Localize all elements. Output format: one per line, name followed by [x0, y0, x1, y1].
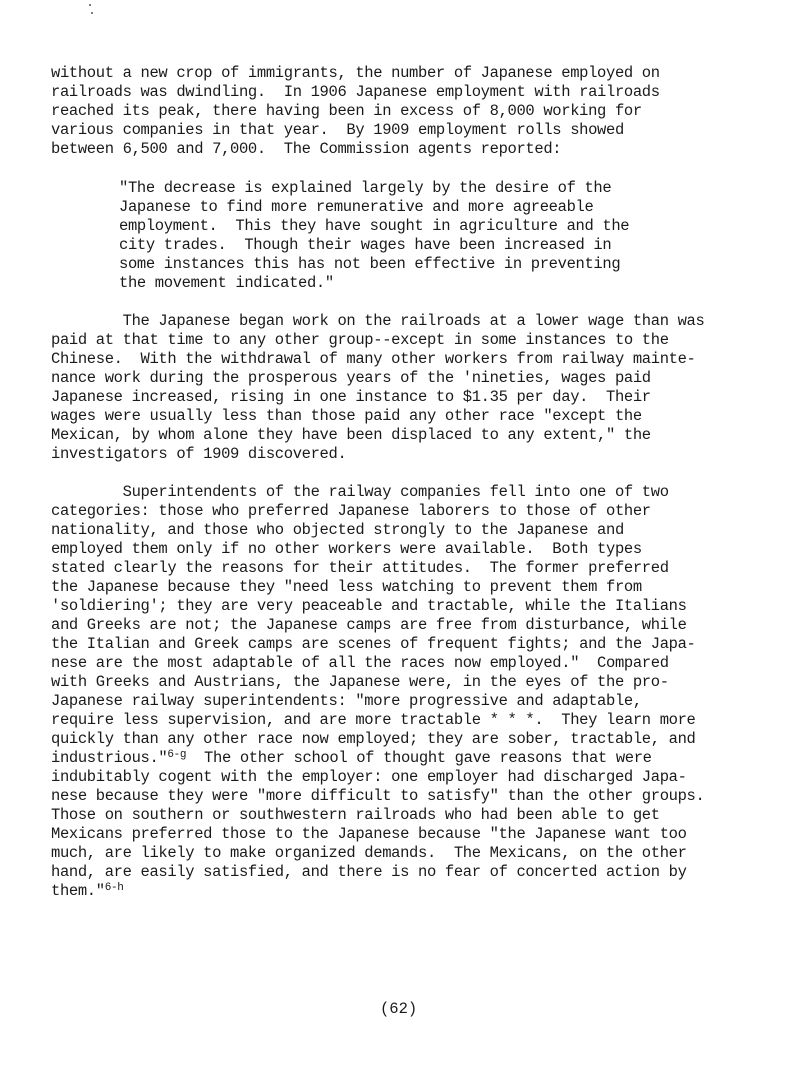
paragraph-2-line: Japanese increased, rising in one instance to $1.35 per day. Their [51, 388, 651, 406]
paragraph-3-line [51, 882, 123, 901]
block-quote-line: the movement indicated." [119, 274, 334, 292]
paragraph-2-line: Mexican, by whom alone they have been displaced to any extent," the [51, 426, 651, 444]
block-quote-line: "The decrease is explained largely by the desire of the [119, 179, 612, 197]
line-text: them." [51, 882, 105, 900]
paragraph-3-line: with Greeks and Austrians, the Japanese were, in the eyes of the pro- [51, 673, 669, 691]
paragraph-1-line: reached its peak, there having been in excess of 8,000 working for [51, 102, 642, 120]
paragraph-2-line: Chinese. With the withdrawal of many other workers from railway mainte- [51, 350, 696, 368]
paragraph-3-line: 'soldiering'; they are very peaceable and tractable, while the Italians [51, 597, 687, 615]
paragraph-1-line: without a new crop of immigrants, the number of Japanese employed on [51, 64, 660, 82]
block-quote-line: some instances this has not been effective in preventing [119, 255, 621, 273]
paragraph-2-line: investigators of 1909 discovered. [51, 445, 347, 463]
paragraph-3-line: hand, are easily satisfied, and there is no fear of concerted action by [51, 863, 687, 881]
block-quote-line: city trades. Though their wages have been increased in [119, 236, 612, 254]
paragraph-2-line: paid at that time to any other group--except in some instances to the [51, 331, 669, 349]
paragraph-3-line: the Japanese because they "need less watching to prevent them from [51, 578, 642, 596]
line-text: industrious." [51, 749, 168, 767]
paragraph-2-line: wages were usually less than those paid any other race "except the [51, 407, 642, 425]
scan-speck [89, 4, 91, 6]
paragraph-3-line: require less supervision, and are more tractable * * *. They learn more [51, 711, 696, 729]
paragraph-3-line: Superintendents of the railway companies fell into one of two [51, 483, 669, 501]
footnote-ref-6h: 6-h [104, 882, 124, 894]
paragraph-3-line: the Italian and Greek camps are scenes of frequent fights; and the Japa- [51, 635, 696, 653]
paragraph-1-line: various companies in that year. By 1909 employment rolls showed [51, 121, 624, 139]
paragraph-1-line: between 6,500 and 7,000. The Commission agents reported: [51, 140, 562, 158]
paragraph-3-line: quickly than any other race now employed; they are sober, tractable, and [51, 730, 696, 748]
line-text: The other school of thought gave reasons that were [186, 749, 652, 767]
paragraph-2-line: The Japanese began work on the railroads at a lower wage than was [51, 312, 705, 330]
paragraph-3-line: nese because they were "more difficult to satisfy" than the other groups. [51, 787, 705, 805]
paragraph-2-line: nance work during the prosperous years of the 'nineties, wages paid [51, 369, 651, 387]
paragraph-3-line: employed them only if no other workers were available. Both types [51, 540, 642, 558]
paragraph-3-line: and Greeks are not; the Japanese camps are free from disturbance, while [51, 616, 687, 634]
block-quote-line: Japanese to find more remunerative and more agreeable [119, 198, 594, 216]
paragraph-3-line: nationality, and those who objected strongly to the Japanese and [51, 521, 624, 539]
paragraph-3-line: much, are likely to make organized demands. The Mexicans, on the other [51, 844, 687, 862]
footnote-ref-6g: 6-g [167, 749, 187, 761]
paragraph-3-line: Japanese railway superintendents: "more progressive and adaptable, [51, 692, 642, 710]
paragraph-3-line: Those on southern or southwestern railroads who had been able to get [51, 806, 660, 824]
page-number: (62) [380, 1000, 418, 1018]
paragraph-3-line: categories: those who preferred Japanese laborers to those of other [51, 502, 651, 520]
paragraph-3-line: Mexicans preferred those to the Japanese because "the Japanese want too [51, 825, 687, 843]
paragraph-3-line: stated clearly the reasons for their attitudes. The former preferred [51, 559, 669, 577]
paragraph-3-line [51, 749, 652, 768]
paragraph-3-line: nese are the most adaptable of all the races now employed." Compared [51, 654, 669, 672]
scan-speck [91, 12, 93, 14]
block-quote-line: employment. This they have sought in agriculture and the [119, 217, 630, 235]
paragraph-3-line: indubitably cogent with the employer: one employer had discharged Japa- [51, 768, 687, 786]
paragraph-1-line: railroads was dwindling. In 1906 Japanese employment with railroads [51, 83, 660, 101]
